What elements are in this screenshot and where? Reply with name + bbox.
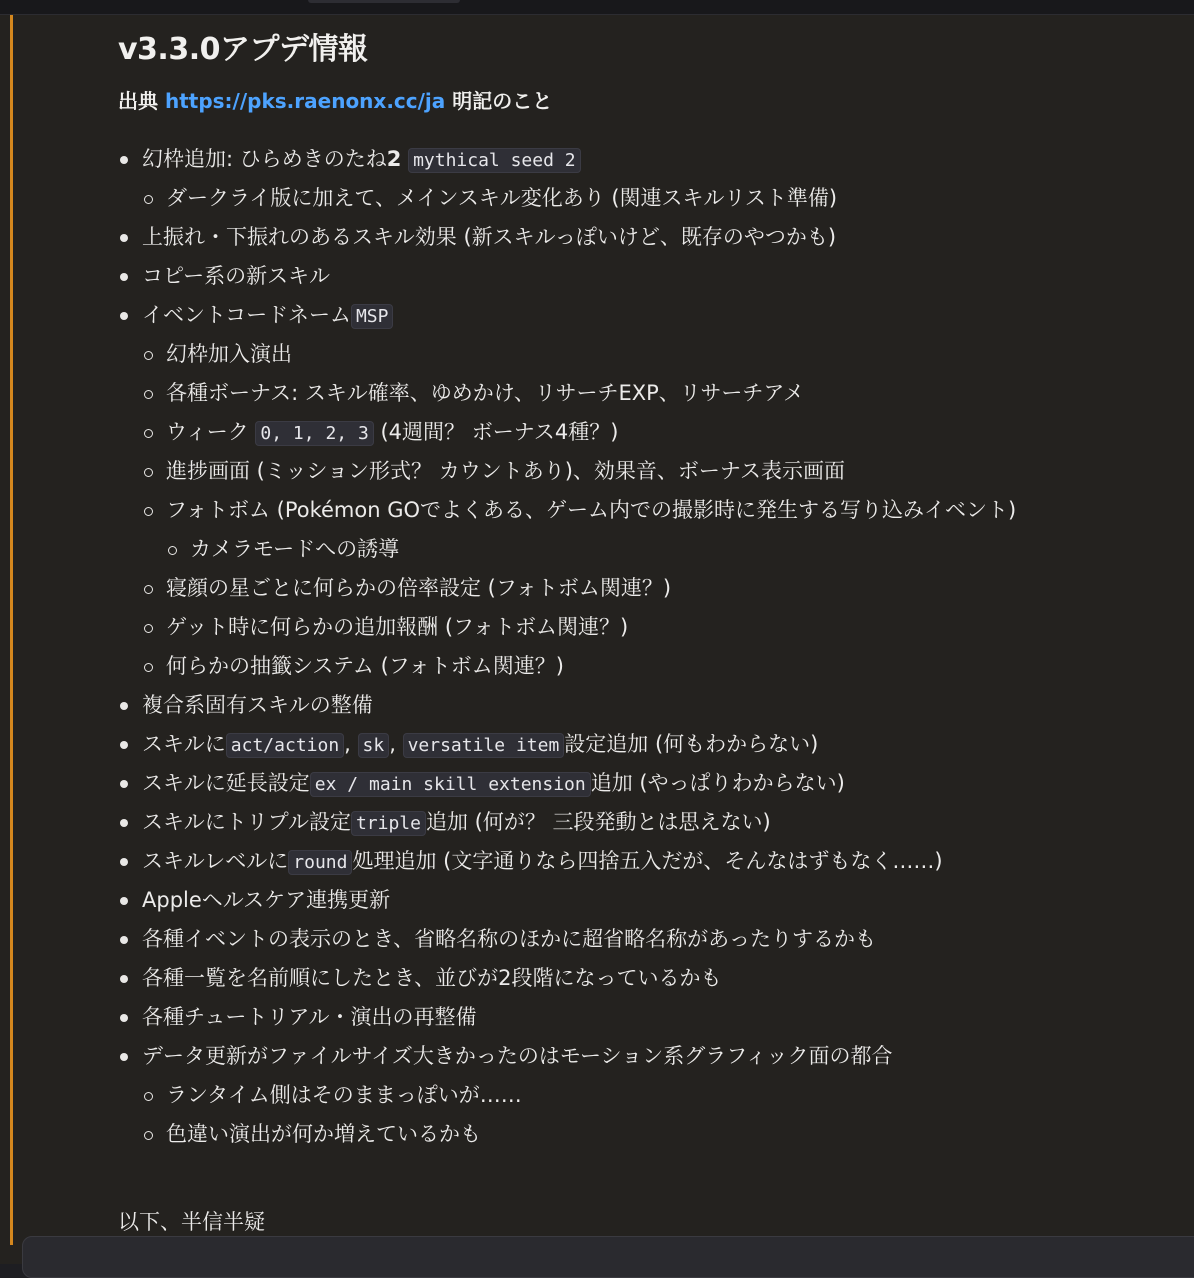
- bullet-circle: [142, 491, 166, 530]
- list-item: [118, 569, 1188, 608]
- list-item: [118, 803, 1188, 842]
- bullet-circle: [142, 569, 166, 608]
- inline-code: triple: [351, 811, 426, 836]
- item-text: 上振れ・下振れのあるスキル効果 (新スキルっぽいけど、既存のやつかも): [142, 225, 837, 249]
- bullet-circle: [142, 647, 166, 686]
- item-text: スキルレベルに: [142, 849, 289, 873]
- bullet-disc: [118, 1037, 142, 1076]
- item-text: 追加 (やっぱりわからない): [590, 771, 845, 795]
- top-toolbar: [0, 0, 1194, 15]
- bullet-disc: [118, 218, 142, 257]
- bullet-circle: [142, 374, 166, 413]
- item-text: 複合系固有スキルの整備: [142, 693, 373, 717]
- bullet-disc: [118, 686, 142, 725]
- item-text: 設定追加 (何もわからない): [564, 732, 819, 756]
- toolbar-tab[interactable]: [308, 0, 460, 3]
- bullet-circle: [166, 530, 190, 569]
- inline-code: 0, 1, 2, 3: [255, 421, 373, 446]
- item-text: ,: [344, 732, 358, 756]
- item-text: 各種ボーナス: スキル確率、ゆめかけ、リサーチEXP、リサーチアメ: [166, 381, 805, 405]
- bullet-disc: [118, 140, 142, 179]
- bullet-disc: [118, 725, 142, 764]
- inline-code: sk: [358, 733, 390, 758]
- bullet-disc: [118, 803, 142, 842]
- bullet-disc: [118, 257, 142, 296]
- list-item: [118, 1037, 1188, 1076]
- list-item: [118, 686, 1188, 725]
- source-line: [118, 86, 1188, 120]
- list-item: [118, 842, 1188, 881]
- item-text: 寝顔の星ごとに何らかの倍率設定 (フォトボム関連？): [166, 576, 672, 600]
- bullet-circle: [142, 1115, 166, 1154]
- item-text: 何らかの抽籤システム (フォトボム関連？): [166, 654, 564, 678]
- item-text: 各種イベントの表示のとき、省略名称のほかに超省略名称があったりするかも: [142, 927, 876, 951]
- page-title: v3.3.0アプデ情報: [118, 32, 368, 67]
- bullet-disc: [118, 842, 142, 881]
- list-item: [118, 725, 1188, 764]
- list-item: [118, 1115, 1188, 1154]
- list-item: [118, 647, 1188, 686]
- bullet-disc: [118, 959, 142, 998]
- list-item: [118, 1076, 1188, 1115]
- bullet-disc: [118, 881, 142, 920]
- item-text: スキルにトリプル設定: [142, 810, 351, 834]
- list-item: [118, 296, 1188, 335]
- item-text: 色違い演出が何か増えているかも: [166, 1122, 481, 1146]
- item-text: 処理追加 (文字通りなら四捨五入だが、そんなはずもなく……): [352, 849, 943, 873]
- item-text: 幻枠加入演出: [166, 342, 292, 366]
- list-item: [118, 998, 1188, 1037]
- list-item: [118, 140, 1188, 179]
- item-text: スキルに: [142, 732, 226, 756]
- list-item: [118, 608, 1188, 647]
- item-text: 追加 (何が？ 三段発動とは思えない): [425, 810, 771, 834]
- footer-text: 以下、半信半疑: [118, 1210, 265, 1234]
- source-suffix: 明記のこと: [452, 89, 553, 113]
- list-item: [118, 530, 1188, 569]
- item-text: (4週間？ ボーナス4種？): [373, 420, 619, 444]
- bullet-disc: [118, 920, 142, 959]
- list-item: [118, 374, 1188, 413]
- item-text: コピー系の新スキル: [142, 264, 330, 288]
- inline-code: versatile item: [403, 733, 565, 758]
- list-item: [118, 491, 1188, 530]
- item-text: ゲット時に何らかの追加報酬 (フォトボム関連？): [166, 615, 629, 639]
- item-text: カメラモードへの誘導: [190, 537, 400, 561]
- bullet-circle: [142, 608, 166, 647]
- item-text: データ更新がファイルサイズ大きかったのはモーション系グラフィック面の都合: [142, 1044, 893, 1068]
- item-text: ランタイム側はそのままっぽいが……: [166, 1083, 522, 1107]
- update-list: [118, 140, 1188, 1154]
- bullet-disc: [118, 296, 142, 335]
- bullet-circle: [142, 1076, 166, 1115]
- inline-code: MSP: [351, 304, 394, 329]
- bullet-circle: [142, 452, 166, 491]
- inline-code: round: [288, 850, 352, 875]
- source-label: 出典: [118, 89, 158, 113]
- item-text: ウィーク: [166, 420, 256, 444]
- message-content: [118, 30, 1188, 1154]
- bullet-disc: [118, 764, 142, 803]
- inline-code: mythical seed 2: [408, 148, 581, 173]
- item-text: 各種一覧を名前順にしたとき、並びが2段階になっているかも: [142, 966, 722, 990]
- source-link[interactable]: https://pks.raenonx.cc/ja: [164, 89, 446, 113]
- list-item: [118, 764, 1188, 803]
- item-text: ダークライ版に加えて、メインスキル変化あり (関連スキルリスト準備): [166, 186, 838, 210]
- bullet-circle: [142, 335, 166, 374]
- item-text: フォトボム (Pokémon GOでよくある、ゲーム内での撮影時に発生する写り込みイベント): [166, 498, 1017, 522]
- bullet-disc: [118, 998, 142, 1037]
- list-item: [118, 335, 1188, 374]
- inline-code: ex / main skill extension: [310, 772, 591, 797]
- bold-text: 2: [386, 147, 402, 171]
- list-item: [118, 218, 1188, 257]
- item-text: スキルに延長設定: [142, 771, 310, 795]
- item-text: 各種チュートリアル・演出の再整備: [142, 1005, 477, 1029]
- item-text: Appleヘルスケア連携更新: [142, 888, 391, 912]
- bullet-circle: [142, 413, 166, 452]
- message-input[interactable]: [22, 1236, 1194, 1278]
- item-text: 幻枠追加: ひらめきのたね: [142, 147, 387, 171]
- list-item: [118, 257, 1188, 296]
- item-text: 進捗画面 (ミッション形式？ カウントあり)、効果音、ボーナス表示画面: [166, 459, 846, 483]
- list-item: [118, 452, 1188, 491]
- accent-bar: [10, 15, 13, 1245]
- inline-code: act/action: [226, 733, 344, 758]
- bullet-circle: [142, 179, 166, 218]
- list-item: [118, 413, 1188, 452]
- list-item: [118, 920, 1188, 959]
- list-item: [118, 881, 1188, 920]
- item-text: ,: [389, 732, 403, 756]
- list-item: [118, 179, 1188, 218]
- list-item: [118, 959, 1188, 998]
- item-text: イベントコードネーム: [142, 303, 351, 327]
